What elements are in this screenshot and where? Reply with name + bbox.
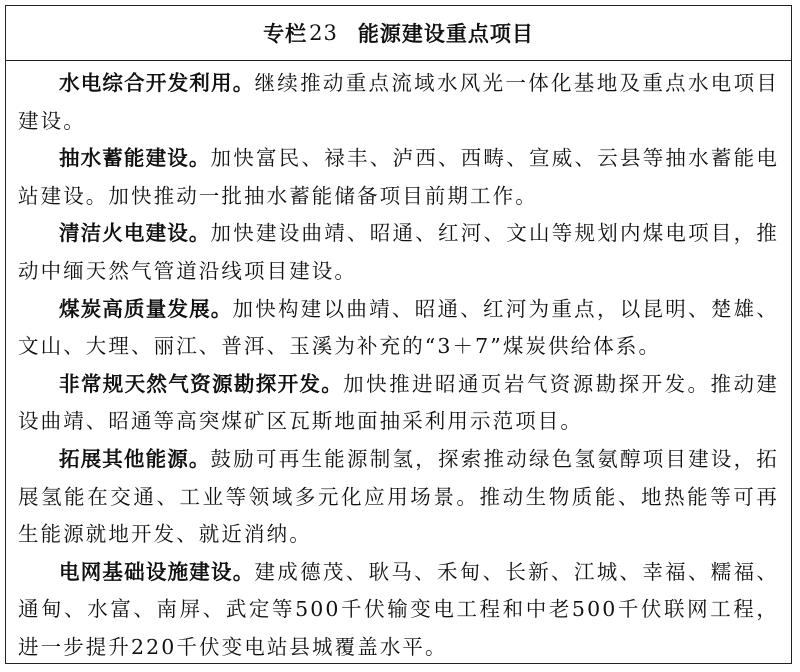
- item-text: 加快推进昭通页岩气资源勘探开发。推动建设曲靖、昭通等高突煤矿区瓦斯地面抽采利用示范项目。: [18, 371, 779, 434]
- item-heading: 拓展其他能源。: [59, 446, 211, 471]
- box-label: 专栏: [263, 22, 308, 46]
- box-header: [6, 6, 791, 61]
- item-other-energy: [18, 441, 779, 554]
- item-text: 加快建设曲靖、昭通、红河、文山等规划内煤电项目，推动中缅天然气管道沿线项目建设。: [18, 221, 780, 283]
- item-clean-thermal: [18, 215, 779, 290]
- item-coal: [18, 291, 779, 366]
- item-text: 建成德茂、耿马、禾甸、长新、江城、幸福、糯福、通甸、水富、南屏、武定等500千伏输变电工程和中老500千伏联网工程，进一步提升220千伏变电站县城覆盖水平。: [18, 559, 779, 659]
- box-number: 23: [309, 21, 338, 45]
- item-heading: 电网基础设施建设。: [59, 559, 255, 584]
- item-text: 鼓励可再生能源制氢，探索推动绿色氢氨醇项目建设，拓展氢能在交通、工业等领域多元化应用场景。推动生物质能、地热能等可再生能源就地开发、就近消纳。: [18, 446, 780, 547]
- item-text: 继续推动重点流域水风光一体化基地及重点水电项目建设。: [18, 71, 779, 133]
- item-heading: 抽水蓄能建设。: [59, 146, 211, 171]
- box-body: [6, 61, 791, 667]
- item-text: 加快富民、禄丰、泸西、西畴、宣威、云县等抽水蓄能电站建设。加快推动一批抽水蓄能储备项目前期工作。: [18, 146, 780, 208]
- box-title: 能源建设重点项目: [357, 22, 534, 46]
- item-power-grid: [18, 554, 779, 667]
- item-heading: 水电综合开发利用。: [59, 71, 255, 95]
- feature-box: [5, 5, 792, 664]
- item-pumped-storage: [18, 140, 779, 215]
- item-text: 加快构建以曲靖、昭通、红河为重点，以昆明、楚雄、文山、大理、丽江、普洱、玉溪为补充的“3＋7”煤炭供给体系。: [18, 296, 780, 359]
- item-hydropower: [18, 65, 779, 140]
- item-heading: 非常规天然气资源勘探开发。: [59, 371, 344, 396]
- item-unconventional-gas: [18, 366, 779, 441]
- item-heading: 煤炭高质量发展。: [59, 296, 233, 321]
- item-heading: 清洁火电建设。: [59, 221, 211, 246]
